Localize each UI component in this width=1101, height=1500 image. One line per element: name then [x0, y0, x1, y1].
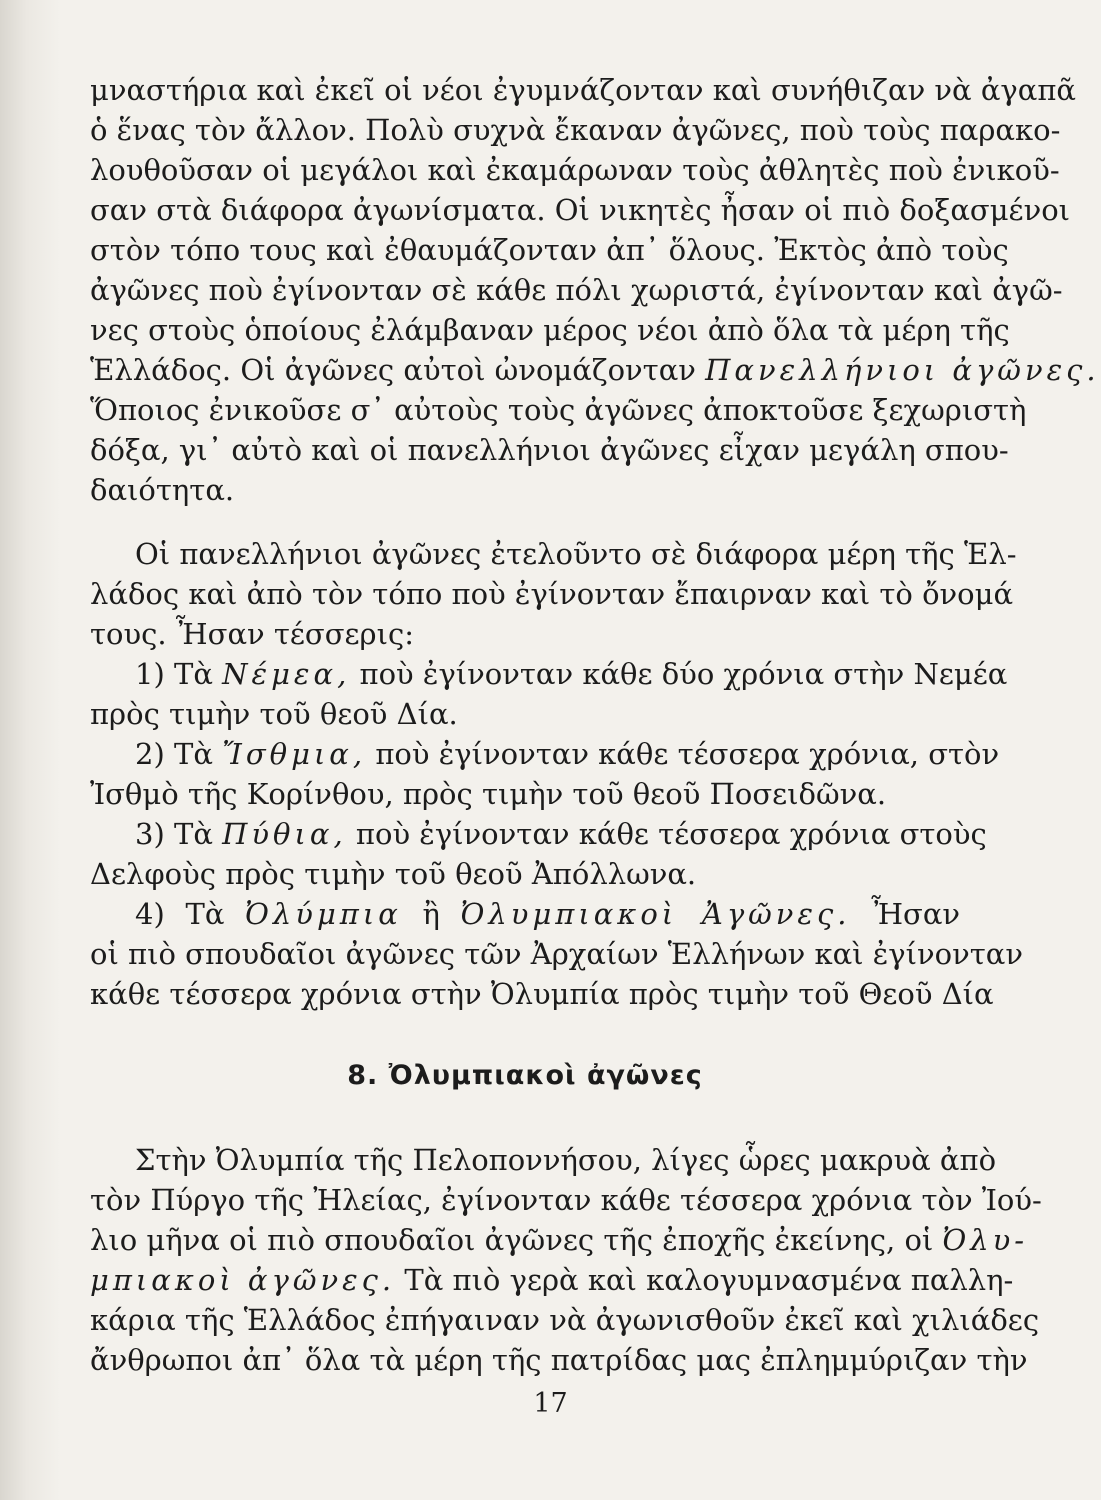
list-item-text: ποὺ ἐγίνονταν κάθε τέσσερα χρόνια στοὺς — [355, 817, 987, 851]
list-number: 2) Τὰ — [135, 737, 213, 771]
list-item-nemea — [90, 654, 1008, 694]
text-line: Οἱ πανελλήνιοι ἀγῶνες ἐτελοῦντο σὲ διάφορα μέρη τῆς Ἑλ- — [135, 537, 1017, 571]
text-line: λάδος καὶ ἀπὸ τὸν τόπο ποὺ ἐγίνονταν ἔπαιρναν καὶ τὸ ὄνομά — [90, 577, 1014, 611]
text-line: δόξα, γι᾽ αὐτὸ καὶ οἱ πανελλήνιοι ἀγῶνες εἶχαν μεγάλη σπου- — [90, 433, 1009, 467]
games-name: Πύθια, — [222, 817, 347, 851]
conjunction: ἢ — [422, 897, 440, 931]
text-line: Δελφοὺς πρὸς τιμὴν τοῦ θεοῦ Ἀπόλλωνα. — [90, 857, 697, 891]
text-line — [90, 1220, 1029, 1260]
text-line-prefix: λιο μῆνα οἱ πιὸ σπουδαῖοι ἀγῶνες τῆς ἐποχῆς ἐκείνης, οἱ — [90, 1223, 934, 1257]
list-number: 1) Τὰ — [135, 657, 213, 691]
text-line: Ἰσθμὸ τῆς Κορίνθου, πρὸς τιμὴν τοῦ θεοῦ Ποσειδῶνα. — [90, 777, 887, 811]
list-number: 3) Τὰ — [135, 817, 213, 851]
text-line — [90, 350, 1100, 390]
text-line — [90, 1260, 1014, 1300]
text-page — [90, 70, 1100, 1380]
text-line: στὸν τόπο τους καὶ ἐθαυμάζονταν ἀπ᾽ ὅλους. Ἐκτὸς ἀπὸ τοὺς — [90, 233, 1009, 267]
list-item-text: ποὺ ἐγίνονταν κάθε τέσσερα χρόνια, στὸν — [375, 737, 1000, 771]
list-item-isthmia — [90, 734, 1000, 774]
text-line: λουθοῦσαν οἱ μεγάλοι καὶ ἐκαμάρωναν τοὺς ἀθλητὲς ποὺ ἐνικοῦ- — [90, 153, 1060, 187]
page-edge-shadow — [0, 0, 60, 1500]
emphasized-term: Ὀλυ- — [942, 1223, 1029, 1257]
text-line: σαν στὰ διάφορα ἀγωνίσματα. Οἱ νικητὲς ἦσαν οἱ πιὸ δοξασμένοι — [90, 193, 1071, 227]
text-line: Ὅποιος ἐνικοῦσε σ᾽ αὐτοὺς τοὺς ἀγῶνες ἀποκτοῦσε ξεχωριστὴ — [90, 393, 1027, 427]
text-line-rest: Τὰ πιὸ γερὰ καὶ καλογυμνασμένα παλλη- — [404, 1263, 1014, 1297]
text-line: τους. Ἦσαν τέσσερις: — [90, 617, 414, 651]
text-line-prefix: Ἑλλάδος. Οἱ ἀγῶνες αὐτοὶ ὠνομάζονταν — [90, 353, 696, 387]
emphasized-term: Πανελλήνιοι ἀγῶνες. — [705, 353, 1100, 387]
games-name: Ἴσθμια, — [222, 737, 367, 771]
text-line: νες στοὺς ὁποίους ἐλάμβαναν μέρος νέοι ἀπὸ ὅλα τὰ μέρη τῆς — [90, 313, 1010, 347]
text-line: ἀγῶνες ποὺ ἐγίνονταν σὲ κάθε πόλι χωριστά, ἐγίνονταν καὶ ἀγῶ- — [90, 273, 1063, 307]
text-line: ὁ ἕνας τὸν ἄλλον. Πολὺ συχνὰ ἔκαναν ἀγῶνες, ποὺ τοὺς παρακο- — [90, 113, 1061, 147]
emphasized-term: μπιακοὶ ἀγῶνες. — [90, 1263, 396, 1297]
text-line: κάθε τέσσερα χρόνια στὴν Ὀλυμπία πρὸς τιμὴν τοῦ Θεοῦ Δία — [90, 977, 994, 1011]
section-heading: 8. Ὀλυμπιακοὶ ἀγῶνες — [347, 1060, 703, 1091]
games-name: Νέμεα, — [222, 657, 351, 691]
text-line: ἄνθρωποι ἀπ᾽ ὅλα τὰ μέρη τῆς πατρίδας μας ἐπλημμύριζαν τὴν — [90, 1343, 1028, 1377]
text-line: μναστήρια καὶ ἐκεῖ οἱ νέοι ἐγυμνάζονταν καὶ συνήθιζαν νὰ ἀγαπᾶ — [90, 73, 1076, 107]
list-item-olympia — [90, 894, 960, 934]
text-line: κάρια τῆς Ἑλλάδος ἐπήγαιναν νὰ ἀγωνισθοῦν ἐκεῖ καὶ χιλιάδες — [90, 1303, 1040, 1337]
list-item-text: ποὺ ἐγίνονταν κάθε δύο χρόνια στὴν Νεμέα — [359, 657, 1008, 691]
games-name: Ὀλύμπια — [245, 897, 402, 931]
text-line: δαιότητα. — [90, 473, 235, 507]
list-item-pythia — [90, 814, 987, 854]
text-line: οἱ πιὸ σπουδαῖοι ἀγῶνες τῶν Ἀρχαίων Ἑλλήνων καὶ ἐγίνονταν — [90, 937, 1023, 971]
games-name: Ὀλυμπιακοὶ Ἀγῶνες. — [460, 897, 851, 931]
page-number: 17 — [533, 1388, 568, 1419]
list-item-text: Ἦσαν — [871, 897, 961, 931]
list-number: 4) Τὰ — [135, 897, 225, 931]
text-line: Στὴν Ὀλυμπία τῆς Πελοποννήσου, λίγες ὧρες μακρυὰ ἀπὸ — [135, 1143, 997, 1177]
text-line: πρὸς τιμὴν τοῦ θεοῦ Δία. — [90, 697, 458, 731]
text-line: τὸν Πύργο τῆς Ἠλείας, ἐγίνονταν κάθε τέσσερα χρόνια τὸν Ἰού- — [90, 1183, 1042, 1217]
